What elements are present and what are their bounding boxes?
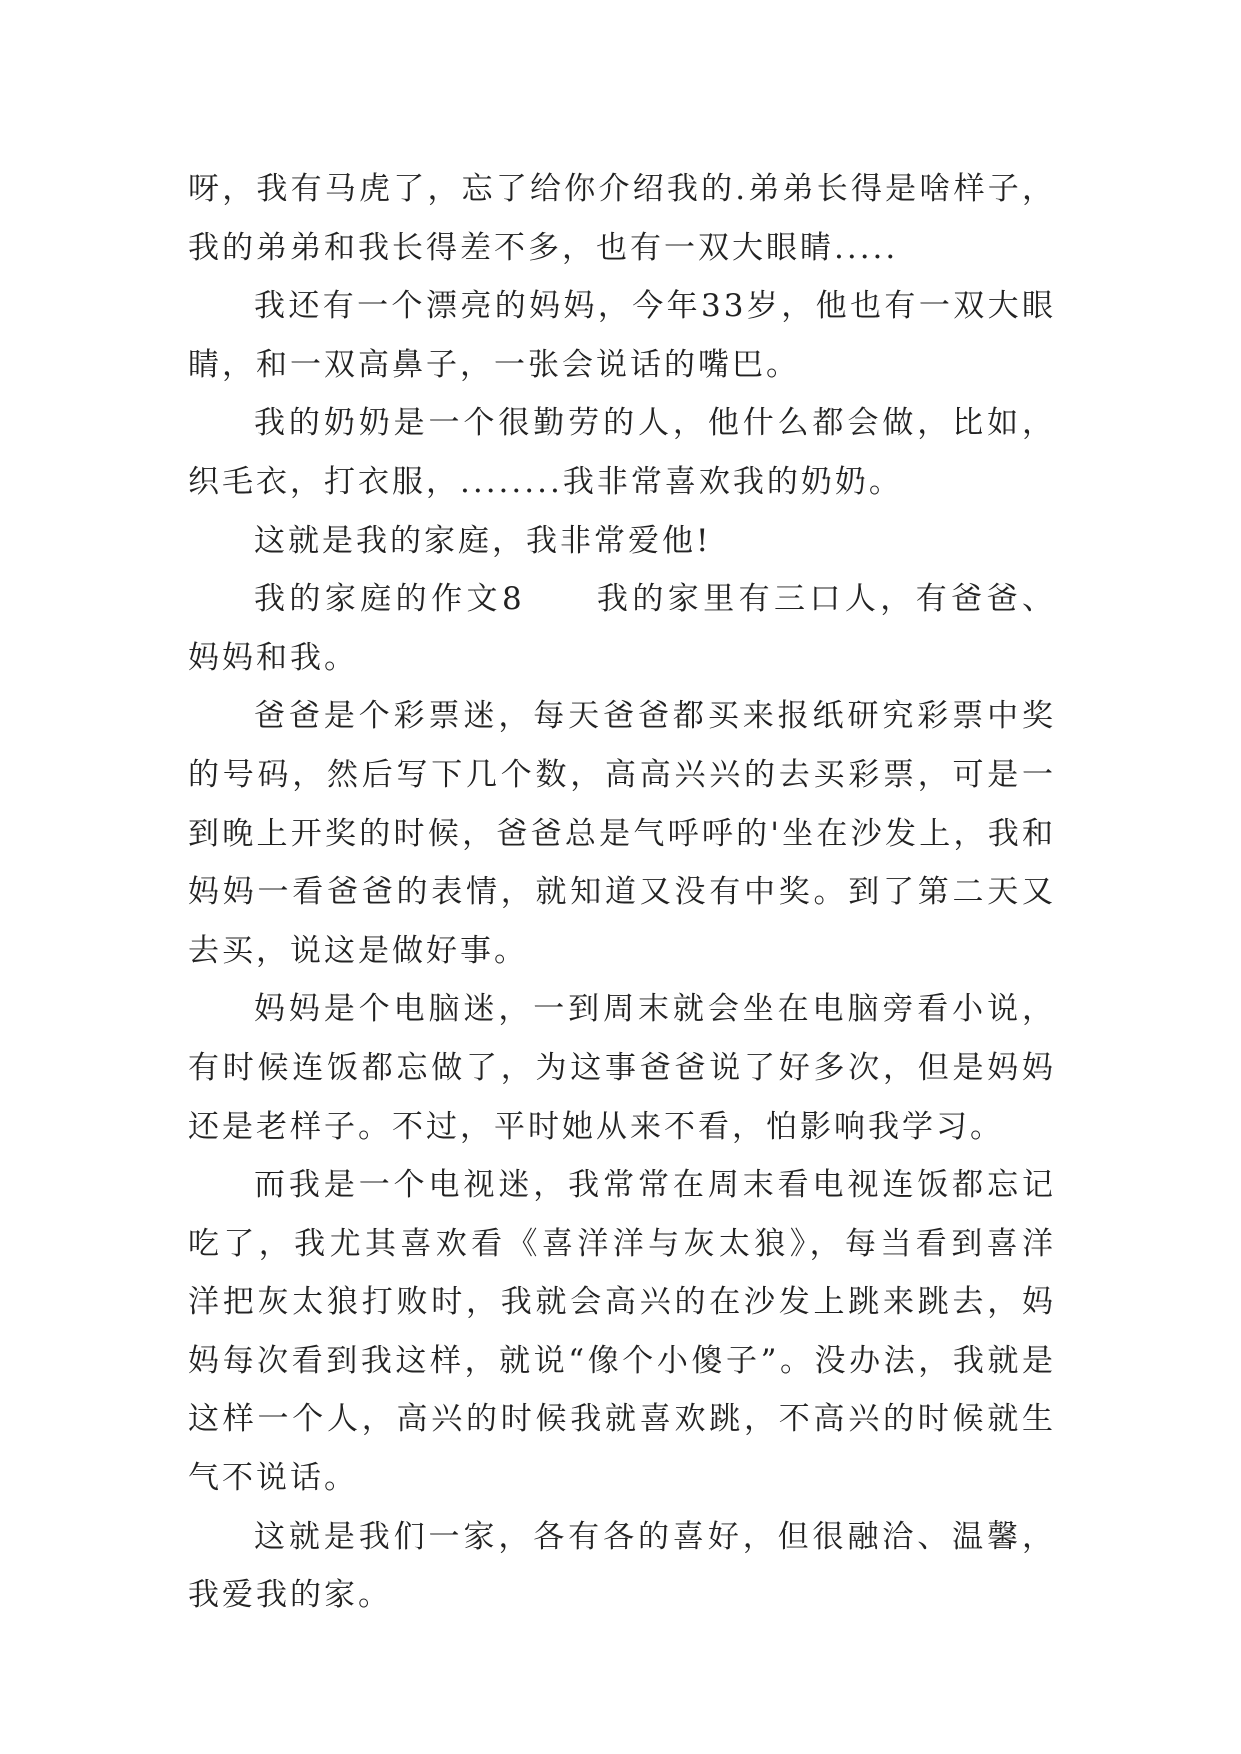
paragraph-3: 我的奶奶是一个很勤劳的人，他什么都会做，比如，织毛衣，打衣服，........我非常喜欢我的奶奶。 (188, 405, 1056, 500)
paragraph-7: 妈妈是个电脑迷，一到周末就会坐在电脑旁看小说，有时候连饭都忘做了，为这事爸爸说了好多次，但是妈妈还是老样子。不过，平时她从来不看，怕影响我学习。 (188, 991, 1056, 1145)
paragraph-8: 而我是一个电视迷，我常常在周末看电视连饭都忘记吃了，我尤其喜欢看《喜洋洋与灰太狼》，每当看到喜洋洋把灰太狼打败时，我就会高兴的在沙发上跳来跳去，妈妈每次看到我这样，就说“像个小傻子”。没办法，我就是这样一个人，高兴的时候我就喜欢跳，不高兴的时候就生气不说话。 (188, 1167, 1056, 1497)
paragraph-2: 我还有一个漂亮的妈妈，今年33岁，他也有一双大眼睛，和一双高鼻子，一张会说话的嘴巴。 (188, 288, 1056, 383)
paragraph-9: 这就是我们一家，各有各的喜好，但很融洽、温馨，我爱我的家。 (188, 1518, 1056, 1614)
paragraph-5: 我的家庭的作文8 我的家里有三口人，有爸爸、妈妈和我。 (188, 581, 1056, 676)
paragraph-6: 爸爸是个彩票迷，每天爸爸都买来报纸研究彩票中奖的号码，然后写下几个数，高高兴兴的去买彩票，可是一到晚上开奖的时候，爸爸总是气呼呼的'坐在沙发上，我和妈妈一看爸爸的表情，就知道又没有中奖。到了第二天又去买，说这是做好事。 (188, 698, 1056, 969)
paragraph-1: 呀，我有马虎了，忘了给你介绍我的.弟弟长得是啥样子，我的弟弟和我长得差不多，也有一双大眼睛..... (188, 171, 1056, 266)
essay-body (188, 160, 1056, 1625)
paragraph-4: 这就是我的家庭，我非常爱他! (254, 522, 712, 559)
